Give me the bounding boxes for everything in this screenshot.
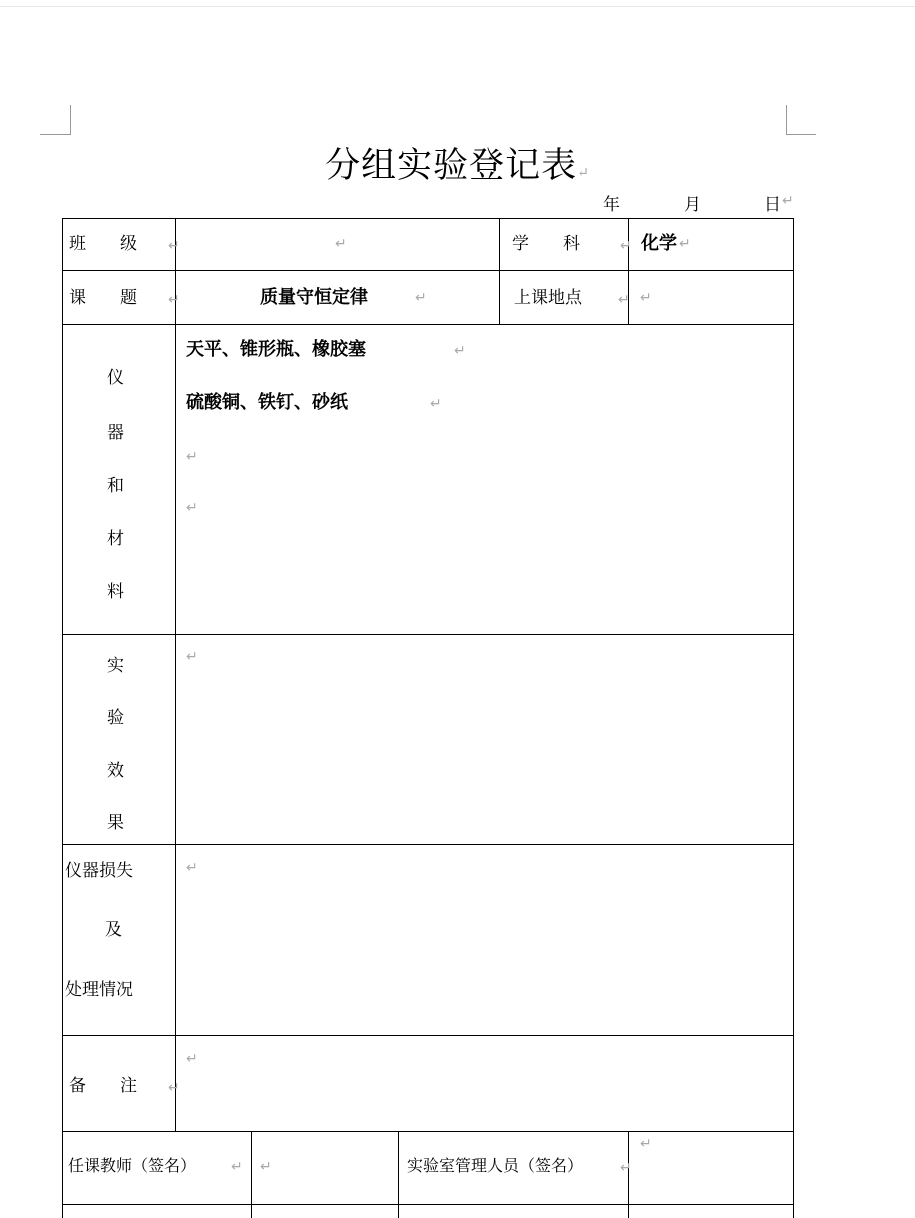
return-mark: ↵ — [168, 1080, 180, 1096]
class-value-mark: ↵ — [335, 236, 347, 252]
table-rule-horizontal — [62, 1131, 793, 1132]
return-mark: ↵ — [168, 292, 180, 308]
lab-manager-sign-value-mark: ↵ — [640, 1136, 652, 1152]
table-rule-vertical — [793, 218, 794, 1218]
topic-value: 质量守恒定律 — [260, 287, 368, 308]
table-rule-horizontal — [62, 218, 793, 219]
location-value-mark: ↵ — [640, 290, 652, 306]
table-rule-vertical — [175, 218, 176, 1131]
instruments-label-char: 料 — [107, 582, 124, 602]
table-rule-vertical — [251, 1131, 252, 1218]
instruments-label-char: 器 — [107, 423, 124, 443]
teacher-sign-label: 任课教师（签名） — [68, 1156, 197, 1175]
return-mark: ↵ — [186, 449, 198, 465]
date-month: 月 — [684, 195, 701, 215]
date-day: 日 — [764, 195, 781, 215]
date-return-mark: ↵ — [782, 193, 794, 209]
loss-label-line: 处理情况 — [65, 980, 133, 1000]
crop-mark-top-right — [786, 105, 787, 135]
lab-manager-sign-label: 实验室管理人员（签名） — [407, 1156, 584, 1175]
title-text: 分组实验登记表 — [325, 146, 578, 186]
crop-mark-top-right-h — [786, 134, 816, 135]
table-rule-vertical — [62, 218, 63, 1218]
table-rule-horizontal — [62, 844, 793, 845]
page-top-border — [0, 6, 915, 7]
table-rule-horizontal — [62, 634, 793, 635]
table-rule-horizontal — [62, 324, 793, 325]
document-title — [0, 138, 915, 188]
table-rule-horizontal — [62, 1204, 793, 1205]
title-return-mark: ↵ — [577, 165, 590, 181]
return-mark: ↵ — [620, 238, 632, 254]
table-rule-vertical — [628, 218, 629, 324]
instruments-label-char: 材 — [107, 529, 124, 549]
return-mark: ↵ — [618, 292, 630, 308]
return-mark: ↵ — [168, 238, 180, 254]
subject-value: 化学 — [641, 233, 677, 254]
location-label: 上课地点 — [514, 288, 582, 308]
table-rule-vertical — [398, 1131, 399, 1218]
return-mark: ↵ — [620, 1160, 632, 1176]
teacher-sign-value-mark: ↵ — [260, 1159, 272, 1175]
effect-label-char: 实 — [107, 656, 124, 676]
loss-label-line: 仪器损失 — [65, 861, 133, 881]
effect-label-char: 效 — [107, 761, 124, 781]
return-mark: ↵ — [186, 649, 198, 665]
return-mark: ↵ — [186, 500, 198, 516]
loss-label-line: 及 — [105, 920, 122, 940]
table-rule-vertical — [499, 218, 500, 324]
instruments-line: 天平、锥形瓶、橡胶塞 — [186, 339, 366, 360]
return-mark: ↵ — [186, 860, 198, 876]
topic-label: 课 题 — [69, 288, 137, 308]
return-mark: ↵ — [679, 236, 691, 252]
crop-mark-top-left — [70, 105, 71, 135]
table-rule-horizontal — [62, 1035, 793, 1036]
effect-label-char: 验 — [107, 708, 124, 728]
effect-label-char: 果 — [107, 813, 124, 833]
crop-mark-top-left-h — [40, 134, 71, 135]
return-mark: ↵ — [231, 1159, 243, 1175]
notes-label: 备 注 — [69, 1076, 137, 1096]
instruments-line: 硫酸铜、铁钉、砂纸 — [186, 392, 348, 413]
table-rule-horizontal — [62, 270, 793, 271]
return-mark: ↵ — [430, 396, 442, 412]
instruments-label-char: 仪 — [107, 368, 124, 388]
return-mark: ↵ — [454, 343, 466, 359]
return-mark: ↵ — [186, 1051, 198, 1067]
subject-label: 学 科 — [512, 234, 580, 254]
class-label: 班 级 — [69, 234, 137, 254]
instruments-label-char: 和 — [107, 476, 124, 496]
return-mark: ↵ — [415, 290, 427, 306]
registration-table — [62, 218, 793, 1218]
date-year: 年 — [603, 195, 620, 215]
